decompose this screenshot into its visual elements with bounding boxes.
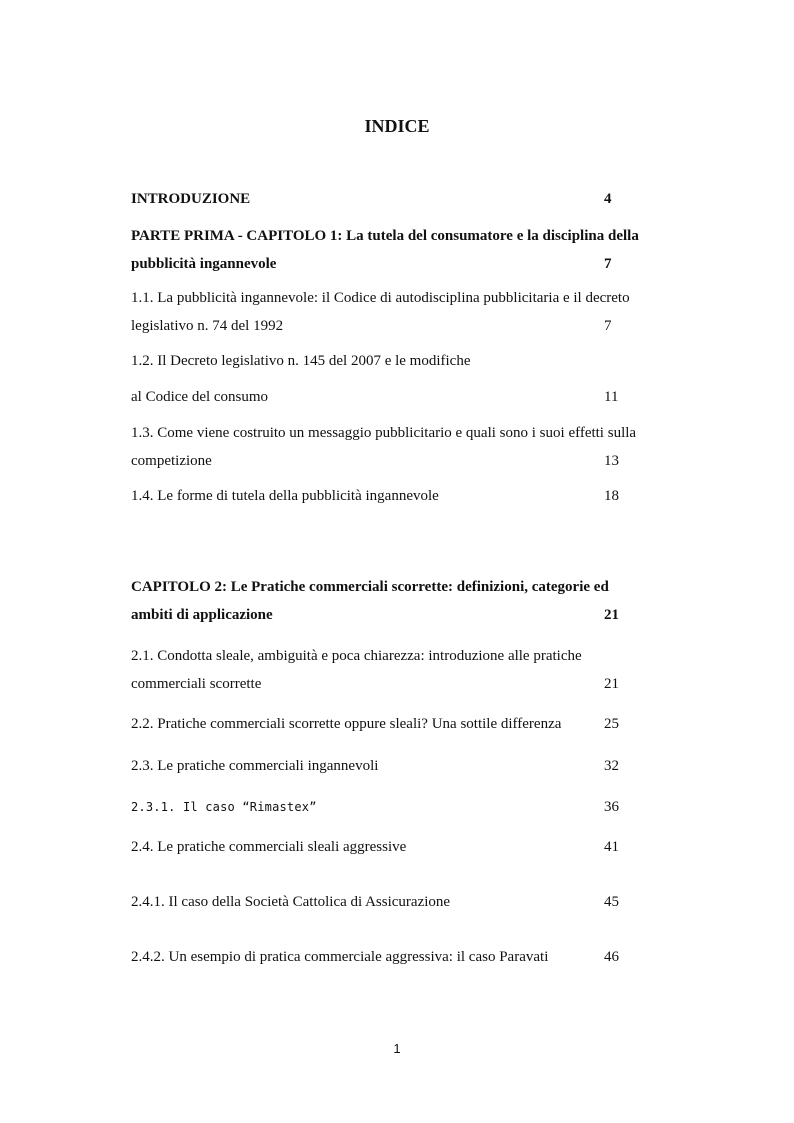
- toc-entry-2-4-1: 2.4.1. Il caso della Società Cattolica di Assicurazione: [131, 894, 451, 910]
- toc-entry-2-1-line-1: 2.1. Condotta sleale, ambiguità e poca chiarezza: introduzione alle pratiche: [131, 648, 582, 664]
- toc-entry-capitolo-2-line-1: CAPITOLO 2: Le Pratiche commerciali scorrette: definizioni, categorie ed: [131, 579, 609, 595]
- toc-entry-capitolo-2-line-2: ambiti di applicazione: [131, 607, 273, 623]
- toc-page-2-4-1: 45: [604, 894, 619, 910]
- toc-entry-2-1-line-2: commerciali scorrette: [131, 676, 262, 692]
- toc-page-1-3: 13: [604, 453, 619, 469]
- toc-page-2-4-2: 46: [604, 949, 619, 965]
- toc-entry-capitolo-1-line-1: PARTE PRIMA - CAPITOLO 1: La tutela del consumatore e la disciplina della: [131, 228, 639, 244]
- toc-entry-introduzione: INTRODUZIONE: [131, 191, 251, 207]
- toc-page-introduzione: 4: [604, 191, 612, 207]
- toc-page-2-4: 41: [604, 839, 619, 855]
- toc-entry-1-3-line-2: competizione: [131, 453, 212, 469]
- toc-page-2-3: 32: [604, 758, 619, 774]
- page-number: 1: [393, 1041, 401, 1056]
- toc-entry-1-3-line-1: 1.3. Come viene costruito un messaggio pubblicitario e quali sono i suoi effetti sulla: [131, 425, 637, 441]
- toc-entry-2-2: 2.2. Pratiche commerciali scorrette oppure sleali? Una sottile differenza: [131, 716, 562, 732]
- toc-entry-2-4: 2.4. Le pratiche commerciali sleali aggressive: [131, 839, 407, 855]
- toc-entry-2-3: 2.3. Le pratiche commerciali ingannevoli: [131, 758, 379, 774]
- toc-page-capitolo-2: 21: [604, 607, 619, 623]
- toc-page-1-2: 11: [604, 389, 619, 405]
- toc-entry-1-2-line-1: 1.2. Il Decreto legislativo n. 145 del 2007 e le modifiche: [131, 353, 471, 369]
- toc-page-2-3-1: 36: [604, 799, 619, 815]
- toc-page-capitolo-1: 7: [604, 256, 612, 272]
- toc-entry-2-4-2: 2.4.2. Un esempio di pratica commerciale aggressiva: il caso Paravati: [131, 949, 549, 965]
- toc-entry-1-1-line-1: 1.1. La pubblicità ingannevole: il Codice di autodisciplina pubblicitaria e il decreto: [131, 290, 630, 306]
- toc-entry-2-3-1: 2.3.1. Il caso “Rimastex”: [131, 800, 317, 814]
- toc-page-2-1: 21: [604, 676, 619, 692]
- toc-page-1-4: 18: [604, 488, 619, 504]
- toc-page-2-2: 25: [604, 716, 619, 732]
- toc-entry-1-2-line-2: al Codice del consumo: [131, 389, 269, 405]
- toc-entry-1-1-line-2: legislativo n. 74 del 1992: [131, 318, 284, 334]
- page-title: INDICE: [364, 116, 430, 136]
- toc-entry-capitolo-1-line-2: pubblicità ingannevole: [131, 256, 277, 272]
- toc-page-1-1: 7: [604, 318, 612, 334]
- toc-entry-1-4: 1.4. Le forme di tutela della pubblicità ingannevole: [131, 488, 439, 504]
